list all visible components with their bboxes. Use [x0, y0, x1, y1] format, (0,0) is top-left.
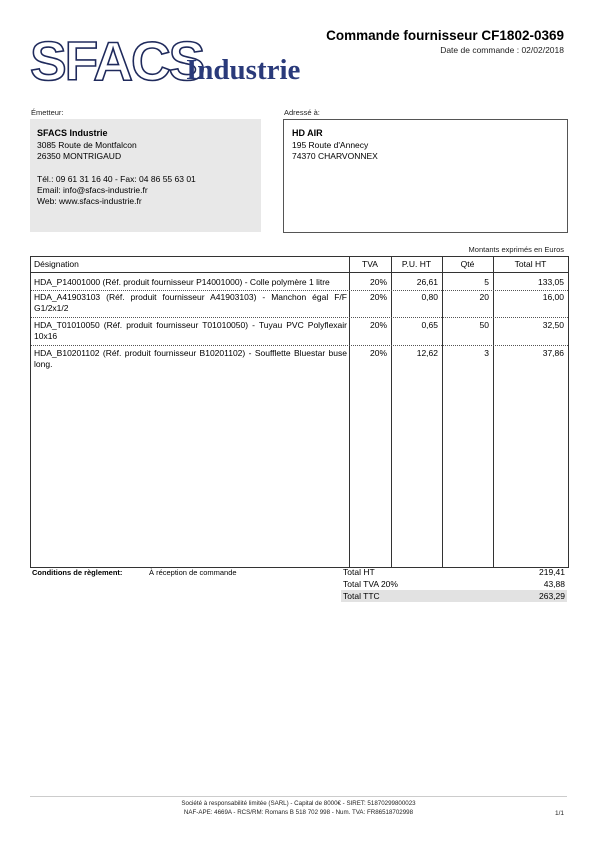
footer-legal-line2: NAF-APE: 4669A - RCS/RM: Romans B 518 702 998 - Num. TVA: FR86518702998 — [183, 809, 414, 816]
row-4-designation: HDA_B10201102 (Réf. produit fournisseur B10201102) - Soufflette Bluestar buse long. — [34, 348, 347, 369]
row-4-unit-price: 12,62 — [416, 348, 438, 358]
row-2-quantity: 20 — [479, 292, 489, 302]
row-1-tva: 20% — [369, 277, 387, 287]
total-tva-label: Total TVA 20% — [343, 579, 398, 589]
total-tva-value: 43,88 — [543, 579, 565, 589]
row-3-designation: HDA_T01010050 (Réf. produit fournisseur T01010050) - Tuyau PVC Polyflexair 10x16 — [34, 320, 347, 341]
recipient-label: Adressé à: — [284, 108, 320, 117]
items-table — [30, 256, 569, 568]
row-1-designation: HDA_P14001000 (Réf. produit fournisseur P14001000) - Colle polymère 1 litre — [34, 277, 330, 287]
row-2-total: 16,00 — [542, 292, 564, 302]
recipient-name: HD AIR — [292, 128, 323, 138]
sender-email: Email: info@sfacs-industrie.fr — [37, 185, 148, 195]
total-tva-row — [341, 578, 567, 590]
recipient-address-line1: 195 Route d'Annecy — [292, 140, 369, 150]
sender-web: Web: www.sfacs-industrie.fr — [37, 196, 142, 206]
row-3-quantity: 50 — [479, 320, 489, 330]
order-date: Date de commande : 02/02/2018 — [440, 45, 564, 55]
recipient-address-line2: 74370 CHARVONNEX — [292, 151, 378, 161]
logo-industrie-text: Industrie — [186, 54, 301, 86]
sender-label: Émetteur: — [31, 108, 64, 117]
footer-legal-line1: Société à responsabilité limitée (SARL) - Capital de 8000€ - SIRET: 51870299800023 — [181, 800, 416, 807]
row-2-tva: 20% — [369, 292, 387, 302]
sender-address-line1: 3085 Route de Montfalcon — [37, 140, 137, 150]
page-number: 1/1 — [554, 810, 564, 817]
total-ttc-value: 263,29 — [539, 591, 565, 601]
row-3-unit-price: 0,65 — [421, 320, 438, 330]
company-logo — [30, 32, 320, 90]
sender-name: SFACS Industrie — [37, 128, 108, 138]
row-3-tva: 20% — [369, 320, 387, 330]
header-quantity: Qté — [460, 259, 475, 269]
header-total: Total HT — [514, 259, 547, 269]
row-4-tva: 20% — [369, 348, 387, 358]
row-2-designation: HDA_A41903103 (Réf. produit fournisseur A41903103) - Manchon égal F/F G1/2x1/2 — [34, 292, 347, 313]
total-ht-label: Total HT — [343, 567, 375, 577]
total-ht-row — [341, 566, 567, 578]
payment-terms-label: Conditions de règlement: — [32, 568, 123, 577]
currency-note: Montants exprimés en Euros — [468, 245, 564, 254]
row-1-total: 133,05 — [538, 277, 564, 287]
footer-divider — [30, 796, 567, 797]
row-2-unit-price: 0,80 — [421, 292, 438, 302]
sender-phone: Tél.: 09 61 31 16 40 - Fax: 04 86 55 63 01 — [37, 174, 196, 184]
total-ttc-label: Total TTC — [343, 591, 380, 601]
row-1-quantity: 5 — [484, 277, 489, 287]
row-4-total: 37,86 — [542, 348, 564, 358]
row-3-total: 32,50 — [542, 320, 564, 330]
total-ht-value: 219,41 — [539, 567, 565, 577]
row-1-unit-price: 26,61 — [416, 277, 438, 287]
header-designation: Désignation — [34, 259, 79, 269]
logo-sfacs-text: SFACS — [30, 30, 204, 92]
total-ttc-row — [341, 590, 567, 602]
sender-box — [30, 119, 261, 232]
document-title: Commande fournisseur CF1802-0369 — [326, 28, 564, 43]
sender-address-line2: 26350 MONTRIGAUD — [37, 151, 122, 161]
header-tva: TVA — [362, 259, 378, 269]
recipient-box — [283, 119, 568, 233]
header-unit-price: P.U. HT — [401, 259, 432, 269]
row-4-quantity: 3 — [484, 348, 489, 358]
payment-terms-value: À réception de commande — [149, 568, 237, 577]
